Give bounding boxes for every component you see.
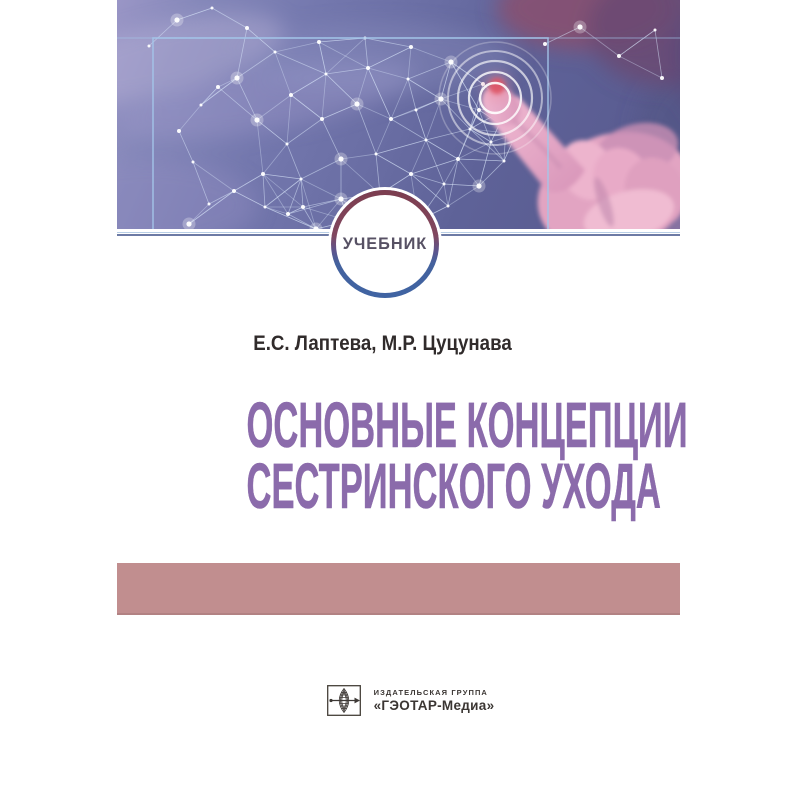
publisher-logo [129, 685, 692, 716]
textbook-badge-face [336, 195, 434, 293]
textbook-badge [331, 190, 439, 298]
book-title-line-2: СЕСТРИНСКОГО УХОДА [246, 450, 661, 522]
publisher-lens-arrow-icon [327, 685, 361, 716]
book-title-line-1: ОСНОВНЫЕ КОНЦЕПЦИИ [246, 389, 688, 461]
publisher-name-line: «ГЭОТАР-Медиа» [373, 698, 495, 713]
publisher-text [374, 688, 495, 713]
authors-line: Е.С. Лаптева, М.Р. Цуцунава [253, 332, 512, 355]
book-title [246, 389, 688, 522]
accent-bar [117, 563, 680, 615]
publisher-group-line: ИЗДАТЕЛЬСКАЯ ГРУППА [373, 688, 488, 697]
textbook-badge-label: УЧЕБНИК [342, 234, 428, 253]
